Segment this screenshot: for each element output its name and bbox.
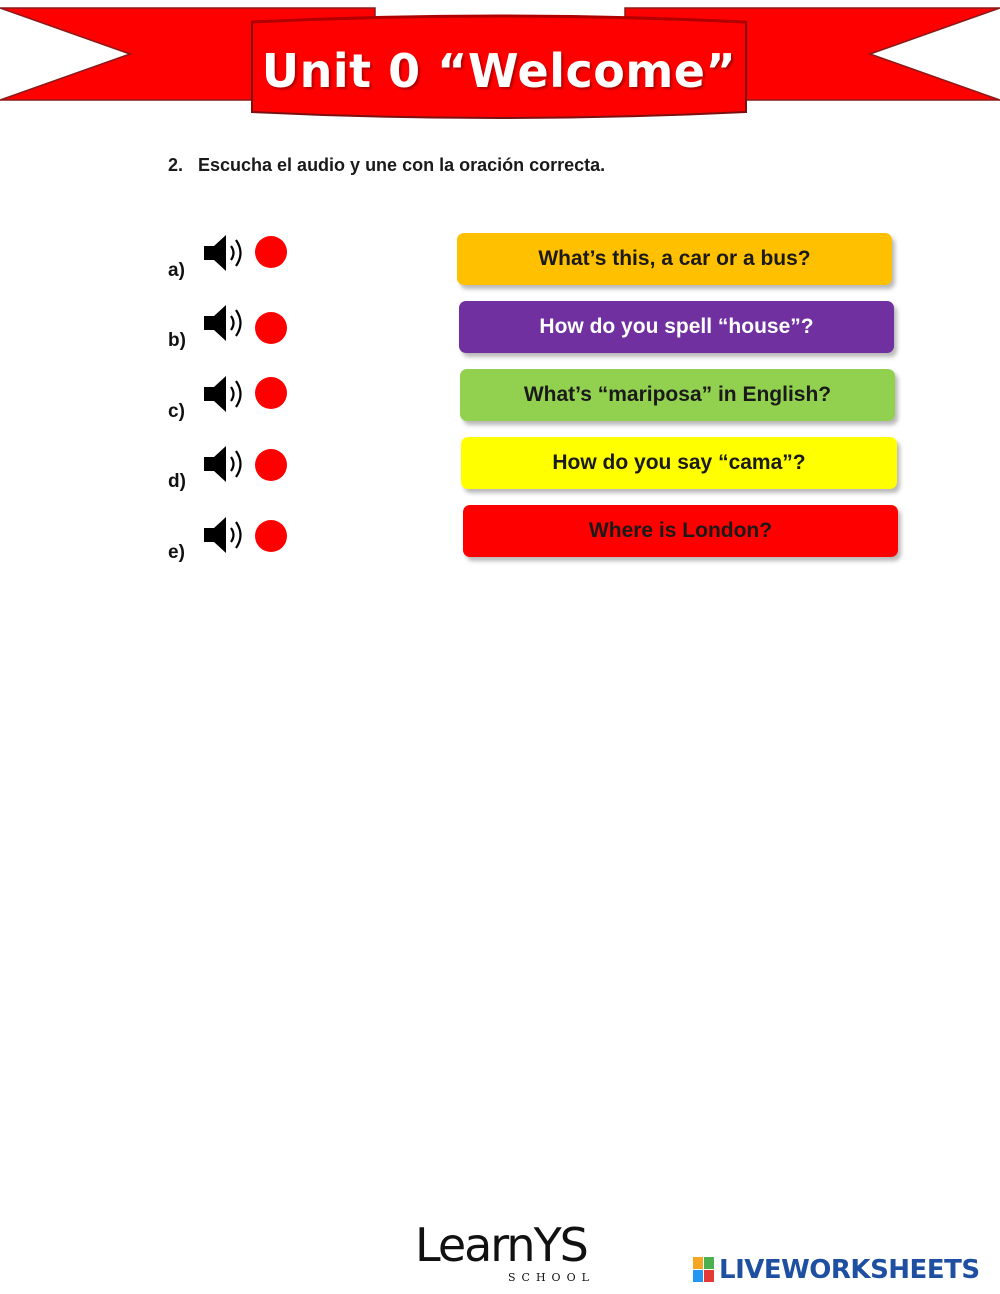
liveworksheets-text: LIVEWORKSHEETS xyxy=(719,1255,980,1285)
audio-row-e xyxy=(168,514,298,564)
audio-row-d xyxy=(168,443,298,493)
answer-box[interactable]: How do you spell “house”? xyxy=(459,301,894,353)
match-dot[interactable] xyxy=(255,312,287,344)
speaker-icon[interactable] xyxy=(202,373,250,415)
speaker-icon[interactable] xyxy=(202,302,250,344)
instruction-text: Escucha el audio y une con la oración correcta. xyxy=(198,155,606,175)
school-logo-text: LearnYS xyxy=(415,1218,587,1272)
answer-box[interactable]: What’s this, a car or a bus? xyxy=(457,233,892,285)
learnys-school-logo xyxy=(413,1213,598,1285)
audio-row-b xyxy=(168,302,298,352)
item-letter: b) xyxy=(168,330,186,351)
item-letter: c) xyxy=(168,401,185,422)
item-letter: e) xyxy=(168,542,185,563)
match-dot[interactable] xyxy=(255,449,287,481)
item-letter: d) xyxy=(168,471,186,492)
instruction xyxy=(168,155,605,176)
match-dot[interactable] xyxy=(255,236,287,268)
answer-box[interactable]: What’s “mariposa” in English? xyxy=(460,369,895,421)
page-title: Unit 0 “Welcome” xyxy=(261,44,737,98)
match-dot[interactable] xyxy=(255,520,287,552)
speaker-icon[interactable] xyxy=(202,443,250,485)
school-logo-subtext: SCHOOL xyxy=(508,1271,595,1284)
liveworksheets-logo xyxy=(693,1252,980,1288)
instruction-number: 2. xyxy=(168,155,184,175)
answer-box[interactable]: Where is London? xyxy=(463,505,898,557)
speaker-icon[interactable] xyxy=(202,514,250,556)
audio-row-a xyxy=(168,232,298,282)
liveworksheets-icon xyxy=(693,1257,715,1283)
match-dot[interactable] xyxy=(255,377,287,409)
audio-row-c xyxy=(168,373,298,423)
answer-box[interactable]: How do you say “cama”? xyxy=(461,437,897,489)
speaker-icon[interactable] xyxy=(202,232,250,274)
item-letter: a) xyxy=(168,260,185,281)
